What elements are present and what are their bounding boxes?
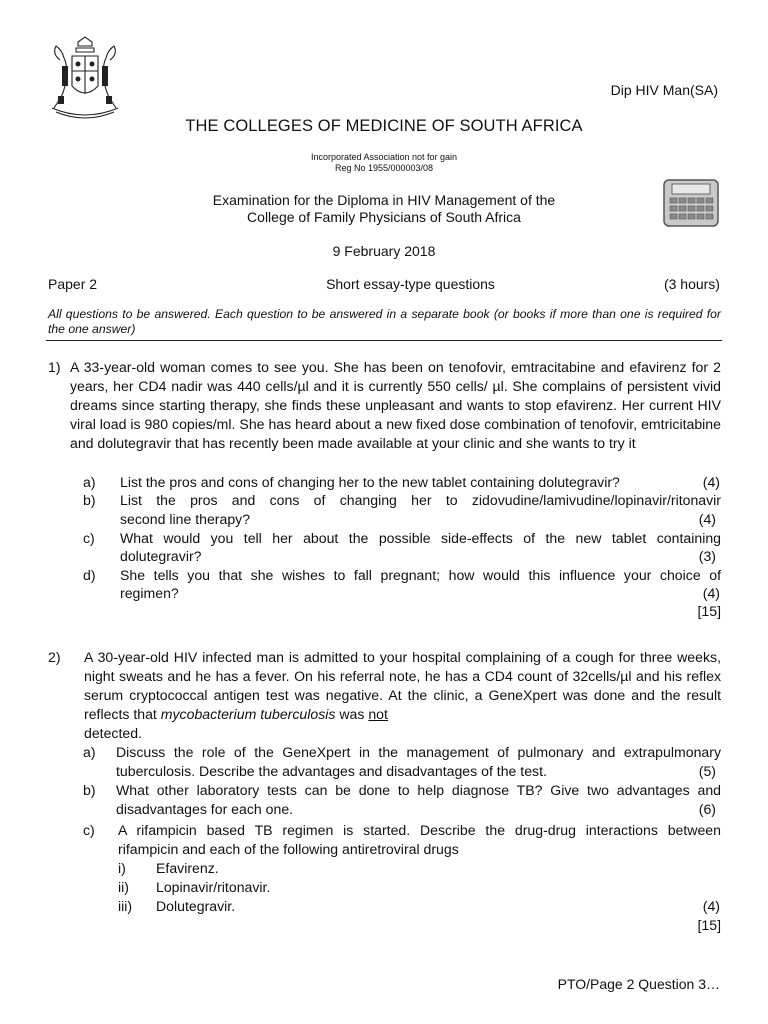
q1-a-text: List the pros and cons of changing her to the new tablet containing dolutegravir? [120,474,620,490]
college-crest-logo [42,36,128,120]
diploma-code: Dip HIV Man(SA) [610,82,718,98]
q2-total-marks: [15] [697,917,721,933]
q1-a-label: a) [83,474,96,490]
q2-stem-was: was [335,706,369,722]
q1-b-text-line-2: second line therapy? [120,511,251,527]
registration-number: Reg No 1955/000003/08 [334,163,434,173]
exam-date: 9 February 2018 [332,243,436,259]
calculator-icon [663,179,719,227]
q2-stem-organism: mycobacterium tuberculosis [160,706,336,722]
q2-c-label: c) [83,822,95,838]
q2-c-text-line-1: A rifampicin based TB regimen is started. Describe the drug-drug interactions between [118,822,721,838]
q2-c-text-line-2: rifampicin and each of the following antiretroviral drugs [118,841,459,857]
q1-c-mark: (3) [698,548,716,564]
q1-b-mark: (4) [698,511,716,527]
q2-a-text-line-2: tuberculosis. Describe the advantages and disadvantages of the test. [116,763,547,779]
q2-stem-text: A 30-year-old HIV infected man is admitted to your hospital complaining of a cough for three weeks, night sweats and he has a fever. On his referral note, he has a CD4 count of 32cells/µl and his reflex serum cryptococcal antigen test was negative. At the clinic, a GeneXpert was done and the result reflects that [84,649,721,722]
q2-c-mark: (4) [702,898,720,914]
question-2-number: 2) [48,649,61,665]
association-line: Incorporated Association not for gain [310,152,458,162]
q2-a-label: a) [83,744,96,760]
q1-d-text-line-1: She tells you that she wishes to fall pregnant; how would this influence your choice of [120,567,721,583]
page-turn-note: PTO/Page 2 Question 3… [557,976,720,992]
association-info [0,152,768,174]
exam-title-line-1: Examination for the Diploma in HIV Management of the [212,192,556,208]
question-2-stem-end: detected. [84,725,142,741]
exam-title [0,192,768,226]
q2-b-label: b) [83,782,96,798]
q2-c-i-label: i) [118,860,126,876]
paper-number: Paper 2 [48,276,98,292]
exam-duration: (3 hours) [663,276,720,292]
q1-d-mark: (4) [702,585,720,601]
q2-c-ii-label: ii) [118,879,129,895]
college-title: THE COLLEGES OF MEDICINE OF SOUTH AFRICA [185,117,583,135]
q2-a-mark: (5) [698,763,716,779]
header-divider [46,340,722,341]
q2-b-text-line-2: disadvantages for each one. [116,801,294,817]
q1-d-label: d) [83,567,96,583]
q2-stem-not: not [368,706,388,722]
q1-total-marks: [15] [697,603,721,619]
exam-title-line-2: College of Family Physicians of South Africa [247,209,521,225]
q2-c-i-text: Efavirenz. [156,860,219,876]
q1-c-text-line-2: dolutegravir? [120,548,202,564]
q1-b-text-line-1: List the pros and cons of changing her to zidovudine/lamivudine/lopinavir/ritonavir [120,492,721,508]
q2-b-mark: (6) [698,801,716,817]
q1-c-label: c) [83,530,95,546]
exam-instructions: All questions to be answered. Each question to be answered in a separate book (or books if more than one is required for the one answer) [48,307,721,336]
q1-a-mark: (4) [702,474,720,490]
question-1-number: 1) [48,359,61,375]
q1-c-text-line-1: What would you tell her about the possible side-effects of the new tablet containing [120,530,721,546]
q1-d-text-line-2: regimen? [120,585,179,601]
question-type: Short essay-type questions [326,276,495,292]
q2-b-text-line-1: What other laboratory tests can be done to help diagnose TB? Give two advantages and [116,782,721,798]
question-1-stem: A 33-year-old woman comes to see you. She has been on tenofovir, emtracitabine and efavirenz for 2 years, her CD4 nadir was 440 cells/µl and it is currently 550 cells/ µl. She complains of persistent vivid dreams since starting therapy, she finds these unpleasant and wants to stop efavirenz. Her current HIV viral load is 980 copies/ml. She has heard about a new fixed dose combination of tenofovir, emtricitabine and dolutegravir that has recently been made available at your clinic and she wants to try it [70,359,721,451]
q2-a-text-line-1: Discuss the role of the GeneXpert in the management of pulmonary and extrapulmonary [116,744,721,760]
q2-c-iii-label: iii) [118,898,133,914]
question-2-stem [84,648,721,724]
q2-c-ii-text: Lopinavir/ritonavir. [156,879,271,895]
paper-info-row [48,276,720,292]
q2-c-iii-text: Dolutegravir. [156,898,236,914]
q1-b-label: b) [83,492,96,508]
